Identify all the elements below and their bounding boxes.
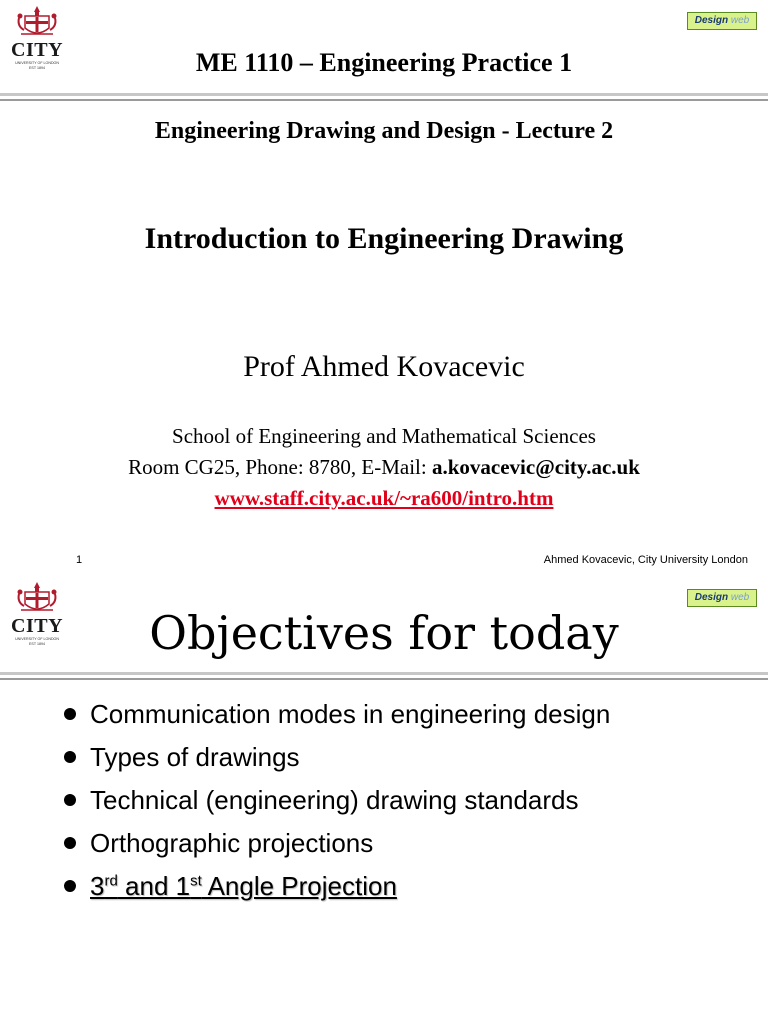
header-divider	[0, 93, 768, 96]
logo-wordmark: CITY	[11, 615, 64, 637]
header-divider-thin	[0, 678, 768, 680]
list-item	[64, 696, 610, 739]
author-name: Prof Ahmed Kovacevic	[243, 350, 525, 383]
badge-web-text: web	[730, 15, 750, 26]
intro-title: Introduction to Engineering Drawing	[144, 222, 624, 255]
bullet-icon	[64, 794, 76, 806]
angle-projection-link[interactable]	[90, 871, 397, 901]
bullet-icon	[64, 708, 76, 720]
intro-url-link[interactable]: www.staff.city.ac.uk/~ra600/intro.htm	[214, 486, 554, 510]
list-item-text: Orthographic projections	[90, 828, 374, 858]
badge-design-text: Design	[694, 592, 729, 603]
header-divider-thin	[0, 99, 768, 101]
city-university-logo	[11, 4, 64, 70]
logo-subtitle: UNIVERSITY OF LONDON	[15, 61, 59, 65]
bullet-icon	[64, 837, 76, 849]
list-item	[64, 782, 610, 825]
contact-line	[0, 455, 768, 480]
contact-prefix: Room CG25, Phone: 8780, E-Mail:	[128, 455, 432, 479]
page-number: 1	[76, 554, 83, 566]
crest-icon	[11, 4, 63, 40]
school-name: School of Engineering and Mathematical Sciences	[172, 424, 596, 448]
design-web-badge[interactable]	[687, 589, 757, 607]
logo-established: EST 1894	[29, 642, 45, 646]
objectives-list	[64, 696, 610, 911]
lecture-title: Engineering Drawing and Design - Lecture 2	[154, 118, 614, 144]
ordinal-3: 3	[90, 871, 105, 901]
angle-projection-text: Angle Projection	[201, 871, 397, 901]
email-address[interactable]: a.kovacevic@city.ac.uk	[431, 455, 640, 479]
badge-design-text: Design	[694, 15, 729, 26]
list-item-text: Communication modes in engineering design	[90, 699, 611, 729]
bullet-icon	[64, 751, 76, 763]
list-item	[64, 739, 610, 782]
design-web-badge[interactable]	[687, 12, 757, 30]
ordinal-suffix-st: st	[190, 872, 202, 890]
ordinal-suffix-rd: rd	[104, 872, 118, 890]
logo-wordmark: CITY	[11, 39, 64, 61]
list-item-text: Technical (engineering) drawing standards	[90, 785, 579, 815]
logo-established: EST 1894	[29, 66, 45, 70]
logo-subtitle: UNIVERSITY OF LONDON	[15, 637, 59, 641]
slide-title: Objectives for today	[149, 606, 619, 660]
list-item-text: Types of drawings	[90, 742, 300, 772]
footer-credit: Ahmed Kovacevic, City University London	[543, 554, 748, 566]
course-title: ME 1110 – Engineering Practice 1	[195, 48, 573, 77]
badge-web-text: web	[730, 592, 750, 603]
bullet-icon	[64, 880, 76, 892]
list-item	[64, 825, 610, 868]
list-item	[64, 868, 610, 911]
slide-2	[0, 576, 768, 1024]
ordinal-1: and 1	[117, 871, 191, 901]
header-divider	[0, 672, 768, 675]
